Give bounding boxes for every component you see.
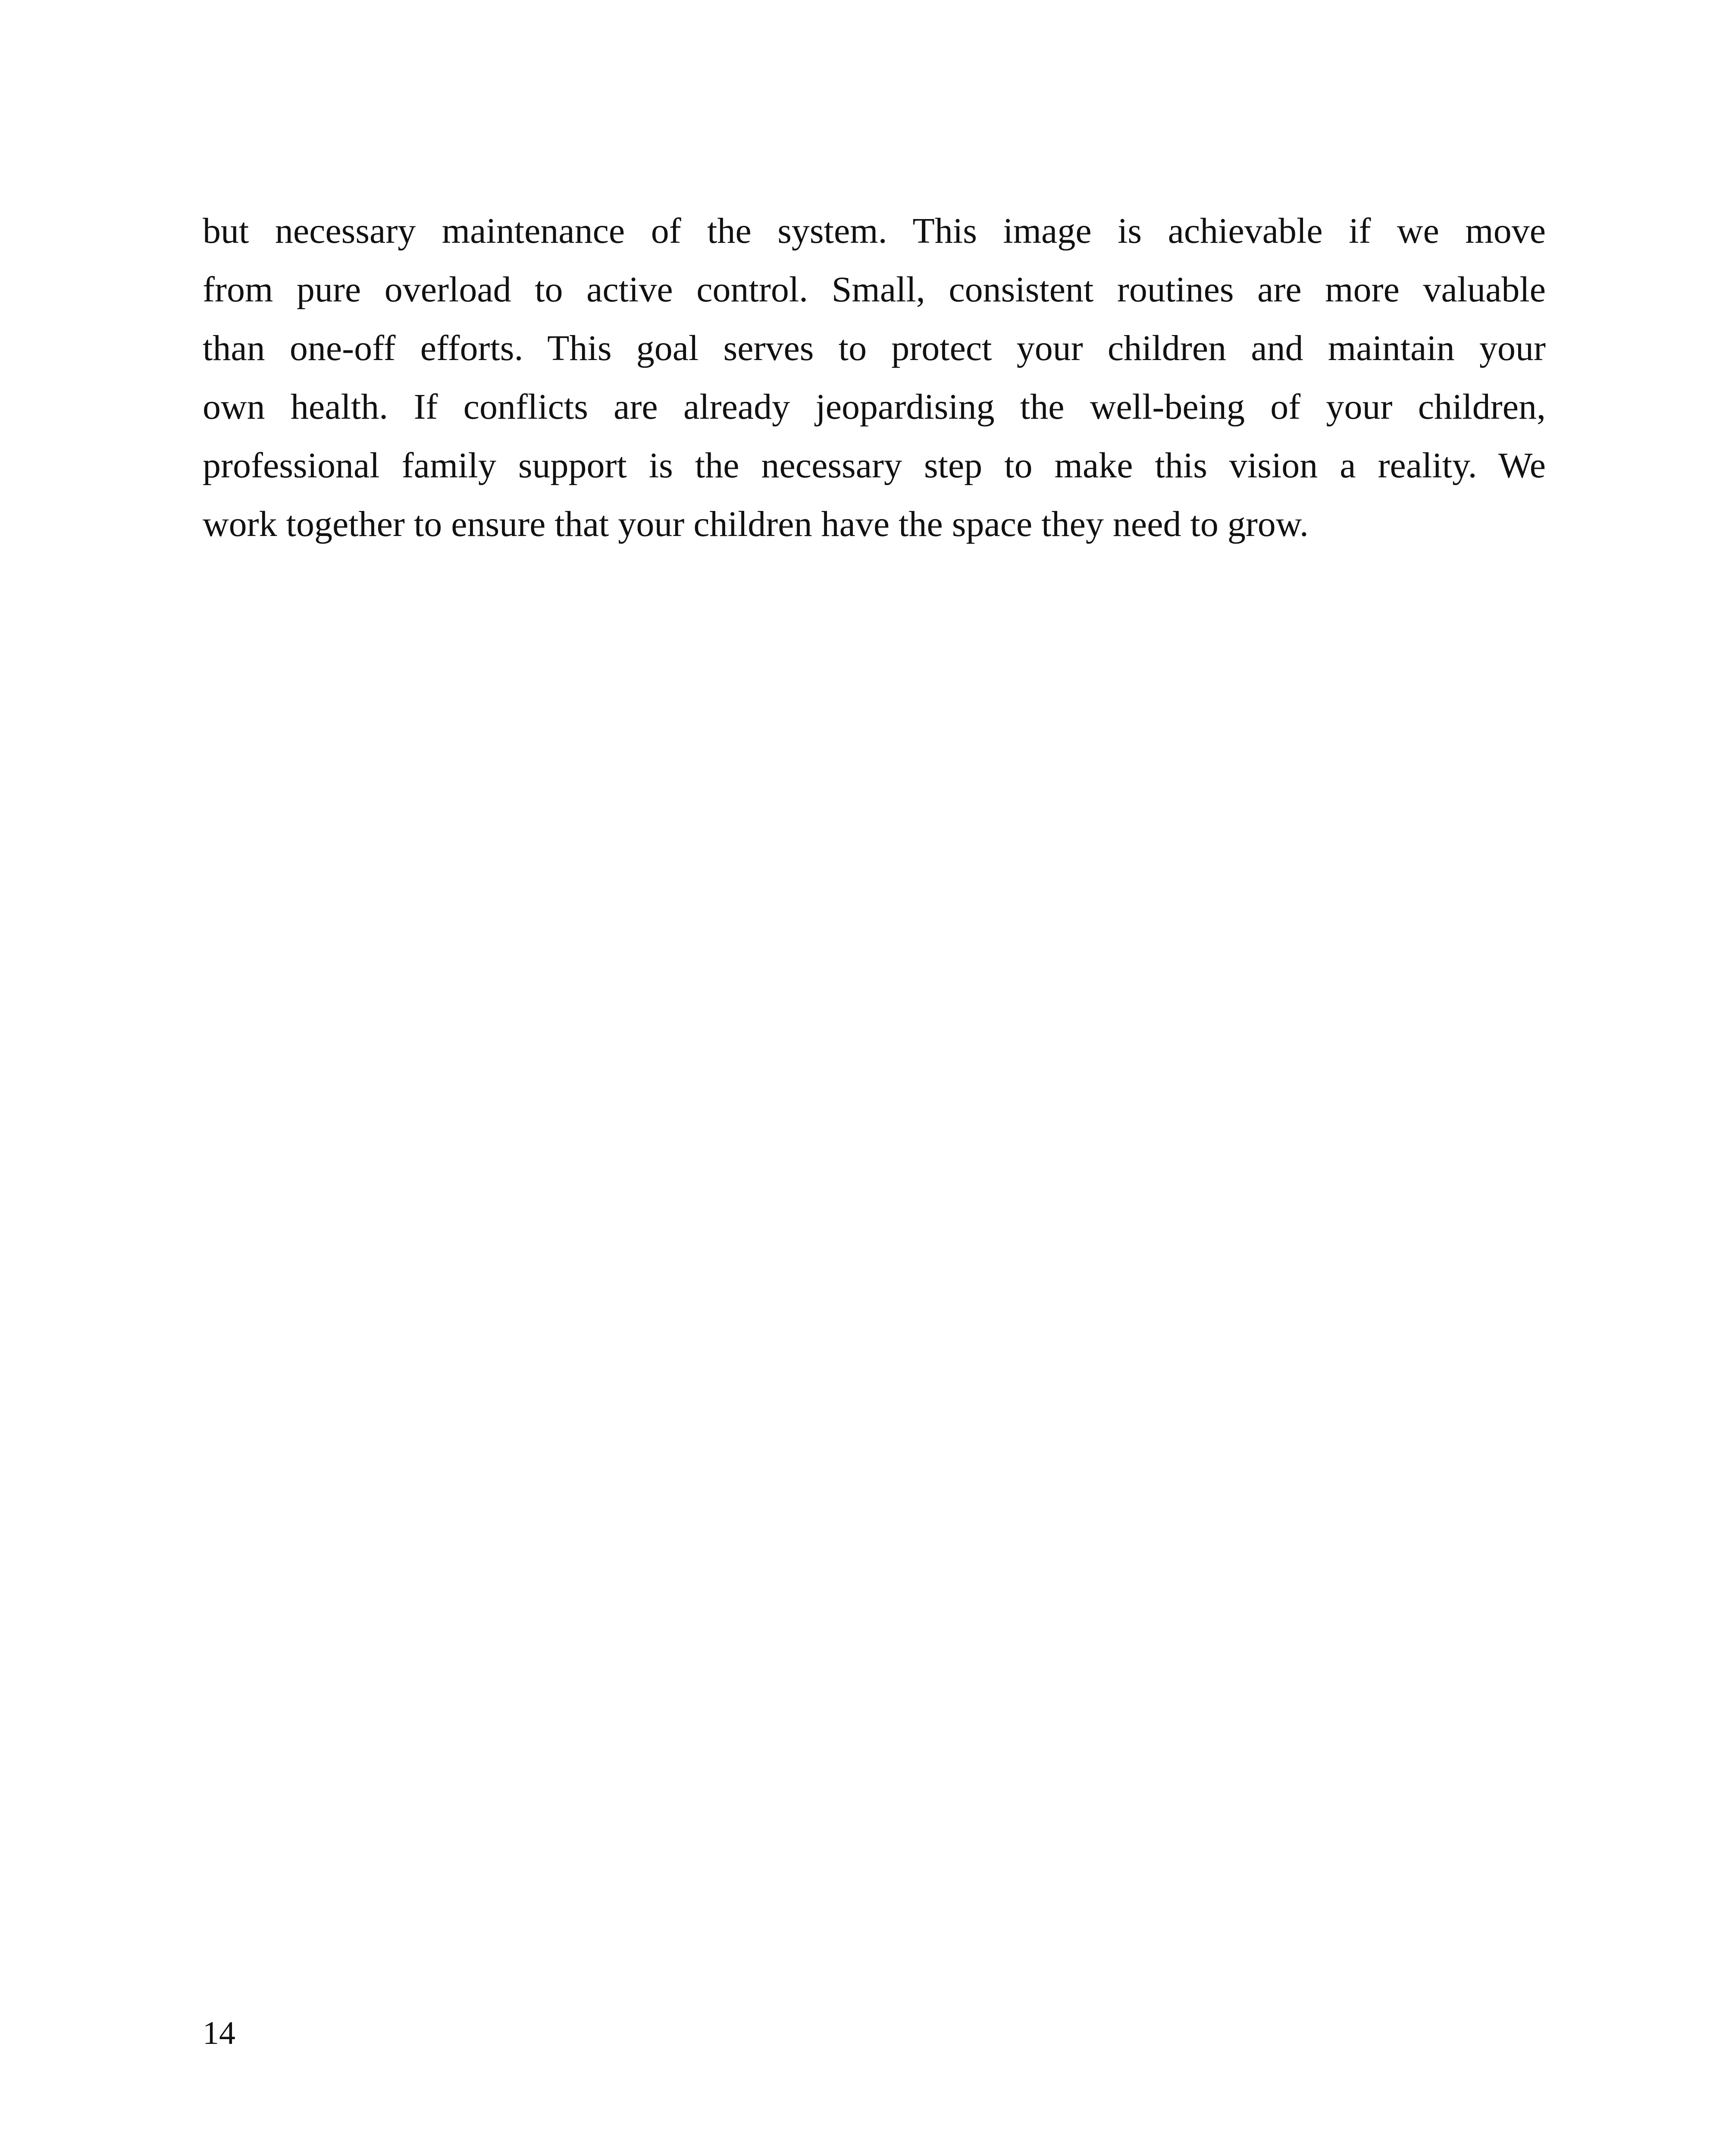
body-paragraph — [203, 202, 1546, 554]
paragraph-line: own health. If conflicts are already jeopardising the well-being of your children, — [203, 387, 1546, 427]
paragraph-line: than one-off efforts. This goal serves to protect your children and maintain your — [203, 328, 1546, 368]
paragraph-line: professional family support is the necessary step to make this vision a reality. We — [203, 445, 1546, 486]
paragraph-line: but necessary maintenance of the system. This image is achievable if we move — [203, 211, 1546, 251]
page-number: 14 — [203, 2015, 235, 2051]
paragraph-line: work together to ensure that your children have the space they need to grow. — [203, 504, 1309, 544]
paragraph-line: from pure overload to active control. Small, consistent routines are more valuable — [203, 270, 1546, 310]
